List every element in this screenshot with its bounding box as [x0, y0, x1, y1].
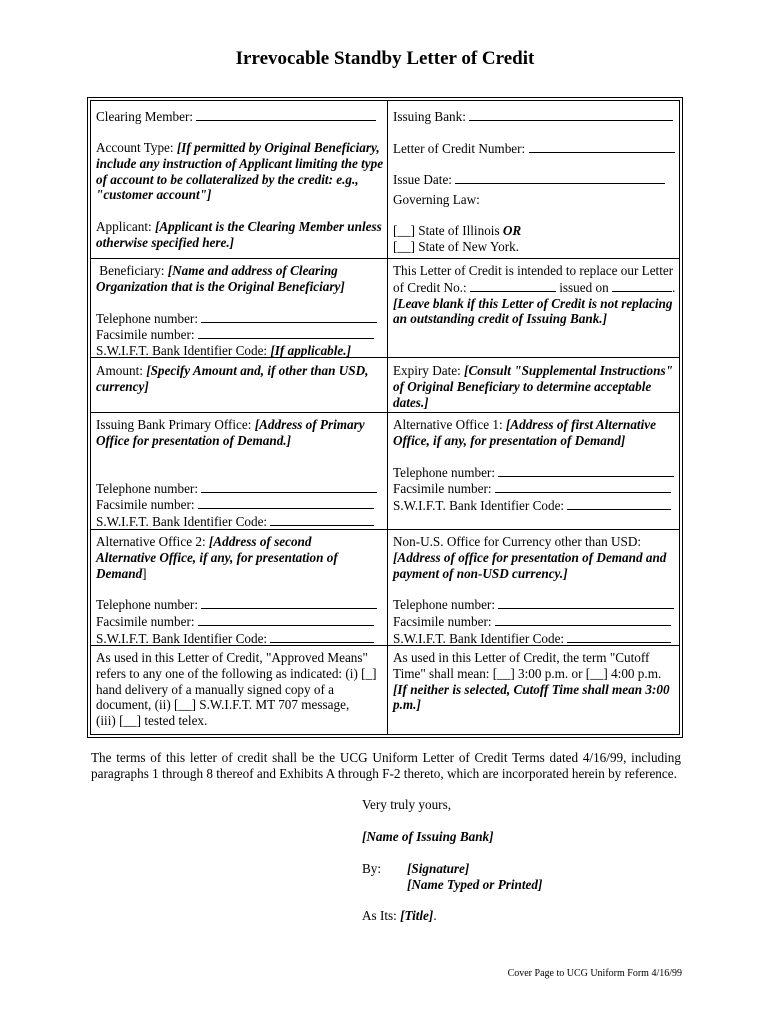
issuing-bank-field[interactable]: Issuing Bank: — [393, 108, 673, 125]
lc-number-blank[interactable] — [529, 140, 675, 153]
expiry-date-field: Expiry Date: [Consult "Supplemental Instructions" of Original Beneficiary to determine acceptable dates.] — [393, 363, 673, 410]
replace-lc-field: This Letter of Credit is intended to replace our Letter of Credit No.: issued on . [Leave blank if this Letter of Credit is not replacing an outstanding credit of Issuing Bank.] — [393, 263, 676, 327]
row-divider — [387, 258, 679, 259]
replace-lc-date-blank[interactable] — [612, 279, 672, 292]
facsimile-blank[interactable] — [198, 496, 374, 509]
facsimile-blank[interactable] — [198, 326, 374, 339]
cutoff-time-field: As used in this Letter of Credit, the term "Cutoff Time" shall mean: [__] 3:00 p.m. or [__] 4:00 p.m. [If neither is selected, Cutoff Time shall mean 3:00 p.m.] — [393, 650, 670, 713]
governing-law-options — [393, 223, 521, 255]
beneficiary-field: Beneficiary: [Name and address of Clearing Organization that is the Original Beneficiary] Telephone number: Facsimile number: S.W.I.F.T. Bank Identifier Code: [If applicable.] — [96, 263, 377, 359]
telephone-blank[interactable] — [201, 310, 377, 323]
swift-code-blank[interactable] — [270, 630, 374, 643]
title-placeholder: [Title] — [400, 908, 434, 923]
governing-law-label: Governing Law: — [393, 192, 480, 207]
issuing-bank-name-placeholder: [Name of Issuing Bank] — [362, 829, 494, 844]
clearing-member-blank[interactable] — [196, 108, 376, 121]
issue-date-blank[interactable] — [455, 171, 665, 184]
document-title: Irrevocable Standby Letter of Credit — [235, 48, 535, 69]
facsimile-blank[interactable] — [495, 480, 671, 493]
telephone-blank[interactable] — [498, 464, 674, 477]
form-table — [87, 97, 683, 738]
primary-office-field: Issuing Bank Primary Office: [Address of Primary Office for presentation of Demand.] Telephone number: Facsimile number: S.W.I.F.T. Bank Identifier Code: — [96, 417, 377, 530]
clearing-member-field[interactable]: Clearing Member: — [96, 108, 376, 125]
alt-office-1-field: Alternative Office 1: [Address of first Alternative Office, if any, for presentation of Demand] Telephone number: Facsimile number: S.W.I.F.T. Bank Identifier Code: — [393, 417, 674, 514]
row-divider — [91, 412, 679, 413]
facsimile-blank[interactable] — [495, 613, 671, 626]
facsimile-blank[interactable] — [198, 613, 374, 626]
swift-code-blank[interactable] — [270, 513, 374, 526]
non-us-office-field: Non-U.S. Office for Currency other than USD: [Address of office for presentation of Demand and payment of non-USD currency.] Telephone number: Facsimile number: S.W.I.F.T. Bank Identifier Code: — [393, 534, 674, 647]
row-divider — [91, 258, 387, 259]
issuing-bank-blank[interactable] — [469, 108, 673, 121]
issue-date-field[interactable]: Issue Date: — [393, 171, 665, 188]
by-label: By: — [362, 861, 382, 876]
alt-office-2-field: Alternative Office 2: [Address of second Alternative Office, if any, for presentation of Demand] Telephone number: Facsimile number: S.W.I.F.T. Bank Identifier Code: — [96, 534, 377, 647]
swift-code-blank[interactable] — [567, 497, 671, 510]
signature-placeholder: [Signature] — [407, 861, 470, 876]
approved-means-field: As used in this Letter of Credit, "Approved Means" refers to any one of the following as indicated: (i) [_] hand delivery of a manually signed copy of a document, (ii) [__] S.W.I.F.T. MT 707 message, (iii) [__] tested telex. — [96, 650, 377, 729]
telephone-blank[interactable] — [498, 596, 674, 609]
illinois-option[interactable]: [__] State of Illinois OR — [393, 223, 522, 238]
terms-paragraph: The terms of this letter of credit shall be the UCG Uniform Letter of Credit Terms dated 4/16/99, including paragraphs 1 through 8 thereof and Exhibits A through F-2 thereto, which are incorporated herein by reference. — [91, 750, 681, 781]
column-divider — [387, 101, 388, 734]
telephone-blank[interactable] — [201, 480, 377, 493]
telephone-blank[interactable] — [201, 596, 377, 609]
account-type-field: Account Type: [If permitted by Original Beneficiary, include any instruction of Applicant limiting the type of account to be collateralized by the credit: e.g., "customer account"] — [96, 140, 384, 203]
replace-lc-number-blank[interactable] — [470, 279, 556, 292]
swift-code-blank[interactable] — [567, 630, 671, 643]
as-its-line: As Its: [Title]. — [362, 908, 437, 923]
lc-number-field[interactable]: Letter of Credit Number: — [393, 140, 675, 157]
amount-field: Amount: [Specify Amount and, if other than USD, currency] — [96, 363, 369, 394]
applicant-field: Applicant: [Applicant is the Clearing Member unless otherwise specified here.] — [96, 219, 382, 250]
form-table-inner — [90, 100, 680, 735]
footer-note: Cover Page to UCG Uniform Form 4/16/99 — [507, 968, 682, 979]
name-typed-placeholder: [Name Typed or Printed] — [407, 877, 543, 892]
closing-text: Very truly yours, — [362, 797, 452, 812]
new-york-option[interactable]: [__] State of New York. — [393, 238, 520, 254]
